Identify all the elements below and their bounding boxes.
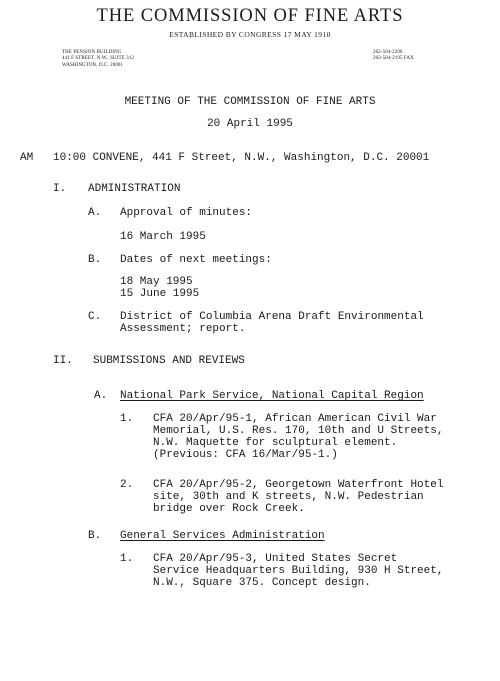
meeting-title: MEETING OF THE COMMISSION OF FINE ARTS: [124, 96, 376, 108]
section-numeral: I.: [53, 183, 67, 195]
item-letter: B.: [88, 254, 102, 266]
item-letter: A.: [88, 207, 102, 219]
entry-line: bridge over Rock Creek.: [153, 503, 305, 515]
section-title: SUBMISSIONS AND REVIEWS: [93, 355, 245, 367]
address-line: 441 F STREET, N.W., SUITE 312: [62, 56, 134, 62]
entry-line: Service Headquarters Building, 930 H Street,: [153, 565, 444, 577]
entry-line: N.W., Square 375. Concept design.: [153, 577, 371, 589]
entry-line: (Previous: CFA 16/Mar/95-1.): [153, 449, 338, 461]
meeting-date: 20 April 1995: [207, 118, 293, 130]
letterhead-established: ESTABLISHED BY CONGRESS 17 MAY 1910: [169, 30, 331, 39]
entry-number: 2.: [120, 479, 134, 491]
item-detail: 15 June 1995: [120, 288, 200, 300]
fax-line: 202-504-2195 FAX: [373, 56, 414, 62]
convene-text: 10:00 CONVENE, 441 F Street, N.W., Washington, D.C. 20001: [53, 152, 430, 164]
item-letter: A.: [94, 390, 108, 402]
letterhead-title: THE COMMISSION OF FINE ARTS: [96, 6, 404, 26]
item-title: Approval of minutes:: [120, 207, 253, 219]
item-letter: B.: [88, 530, 102, 542]
entry-number: 1.: [120, 413, 134, 425]
item-detail: 16 March 1995: [120, 231, 206, 243]
entry-line: site, 30th and K streets, N.W. Pedestrian: [153, 491, 424, 503]
item-title-line: Assessment; report.: [120, 323, 246, 335]
item-letter: C.: [88, 311, 102, 323]
entry-line: CFA 20/Apr/95-2, Georgetown Waterfront Hotel: [153, 479, 444, 491]
letterhead-phone: [373, 50, 414, 63]
agency-heading: General Services Administration: [120, 530, 325, 542]
entry-line: CFA 20/Apr/95-3, United States Secret: [153, 553, 398, 565]
address-line: WASHINGTON, D.C. 20001: [62, 62, 124, 68]
entry-number: 1.: [120, 553, 134, 565]
section-numeral: II.: [53, 355, 73, 367]
item-detail: 18 May 1995: [120, 276, 193, 288]
address-line: THE PENSION BUILDING: [62, 50, 122, 55]
convene-period: AM: [20, 152, 34, 164]
section-title: ADMINISTRATION: [88, 183, 181, 195]
entry-line: Memorial, U.S. Res. 170, 10th and U Streets,: [153, 425, 444, 437]
phone-line: 202-504-2200: [373, 50, 403, 55]
item-title-line: District of Columbia Arena Draft Environmental: [120, 311, 424, 323]
agency-heading: National Park Service, National Capital Region: [120, 390, 424, 402]
entry-line: N.W. Maquette for sculptural element.: [153, 437, 398, 449]
entry-line: CFA 20/Apr/95-1, African American Civil War: [153, 413, 437, 425]
item-title: Dates of next meetings:: [120, 254, 272, 266]
letterhead-address: [62, 50, 134, 69]
